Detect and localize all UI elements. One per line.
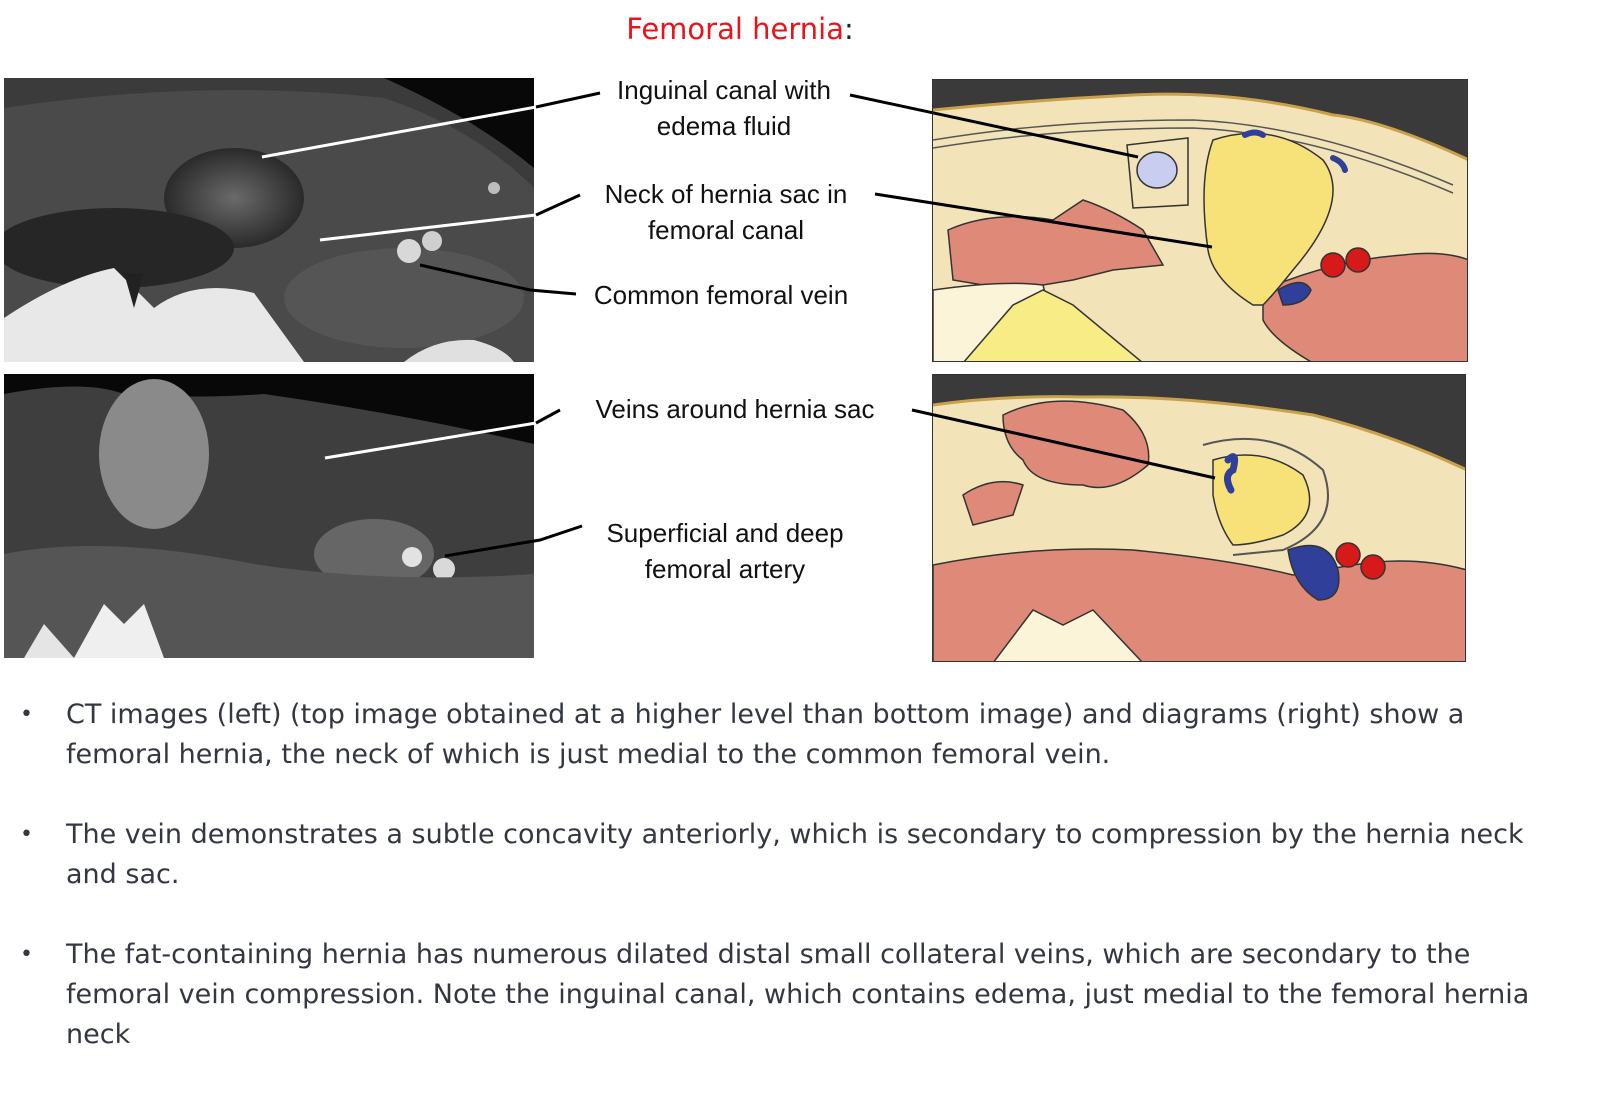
label-line: edema fluid	[656, 111, 792, 141]
label-line: Veins around hernia sac	[595, 394, 875, 424]
diagram-bottom	[932, 374, 1466, 662]
label-line: Common femoral vein	[593, 280, 849, 310]
label-line: Neck of hernia sac in	[604, 179, 848, 209]
bullet-item	[18, 935, 1548, 1055]
label-line: femoral canal	[647, 215, 805, 245]
label-line: femoral artery	[644, 554, 806, 584]
bullet-dot: •	[20, 942, 33, 967]
diagram-top	[932, 79, 1468, 362]
ct-image-top	[4, 78, 534, 362]
slide-title	[0, 12, 1480, 46]
ct-image-bottom	[4, 374, 534, 658]
bullet-item	[18, 815, 1548, 895]
label-line: Inguinal canal with	[617, 75, 831, 105]
bullet-text: The vein demonstrates a subtle concavity anteriorly, which is secondary to compression by the hernia neck and sac.	[66, 819, 1524, 890]
title-text: Femoral hernia	[626, 12, 844, 46]
label-hernia-neck	[578, 176, 874, 248]
label-line: Superficial and deep	[606, 518, 844, 548]
bullet-item	[18, 695, 1548, 775]
bullet-text: The fat-containing hernia has numerous dilated distal small collateral veins, which are secondary to the femoral vein compression. Note the inguinal canal, which contains edema, just medial to the femoral hernia neck	[66, 939, 1530, 1050]
bullet-list	[18, 695, 1548, 1095]
title-colon: :	[843, 12, 854, 46]
bullet-text: CT images (left) (top image obtained at a higher level than bottom image) and diagrams (right) show a femoral hernia, the neck of which is just medial to the common femoral vein.	[66, 699, 1465, 770]
bullet-dot: •	[20, 702, 33, 727]
bullet-dot: •	[20, 822, 33, 847]
label-inguinal-canal	[594, 72, 854, 144]
label-common-femoral-vein	[576, 277, 866, 313]
label-femoral-artery	[584, 515, 866, 587]
label-veins-around-sac	[568, 391, 902, 427]
